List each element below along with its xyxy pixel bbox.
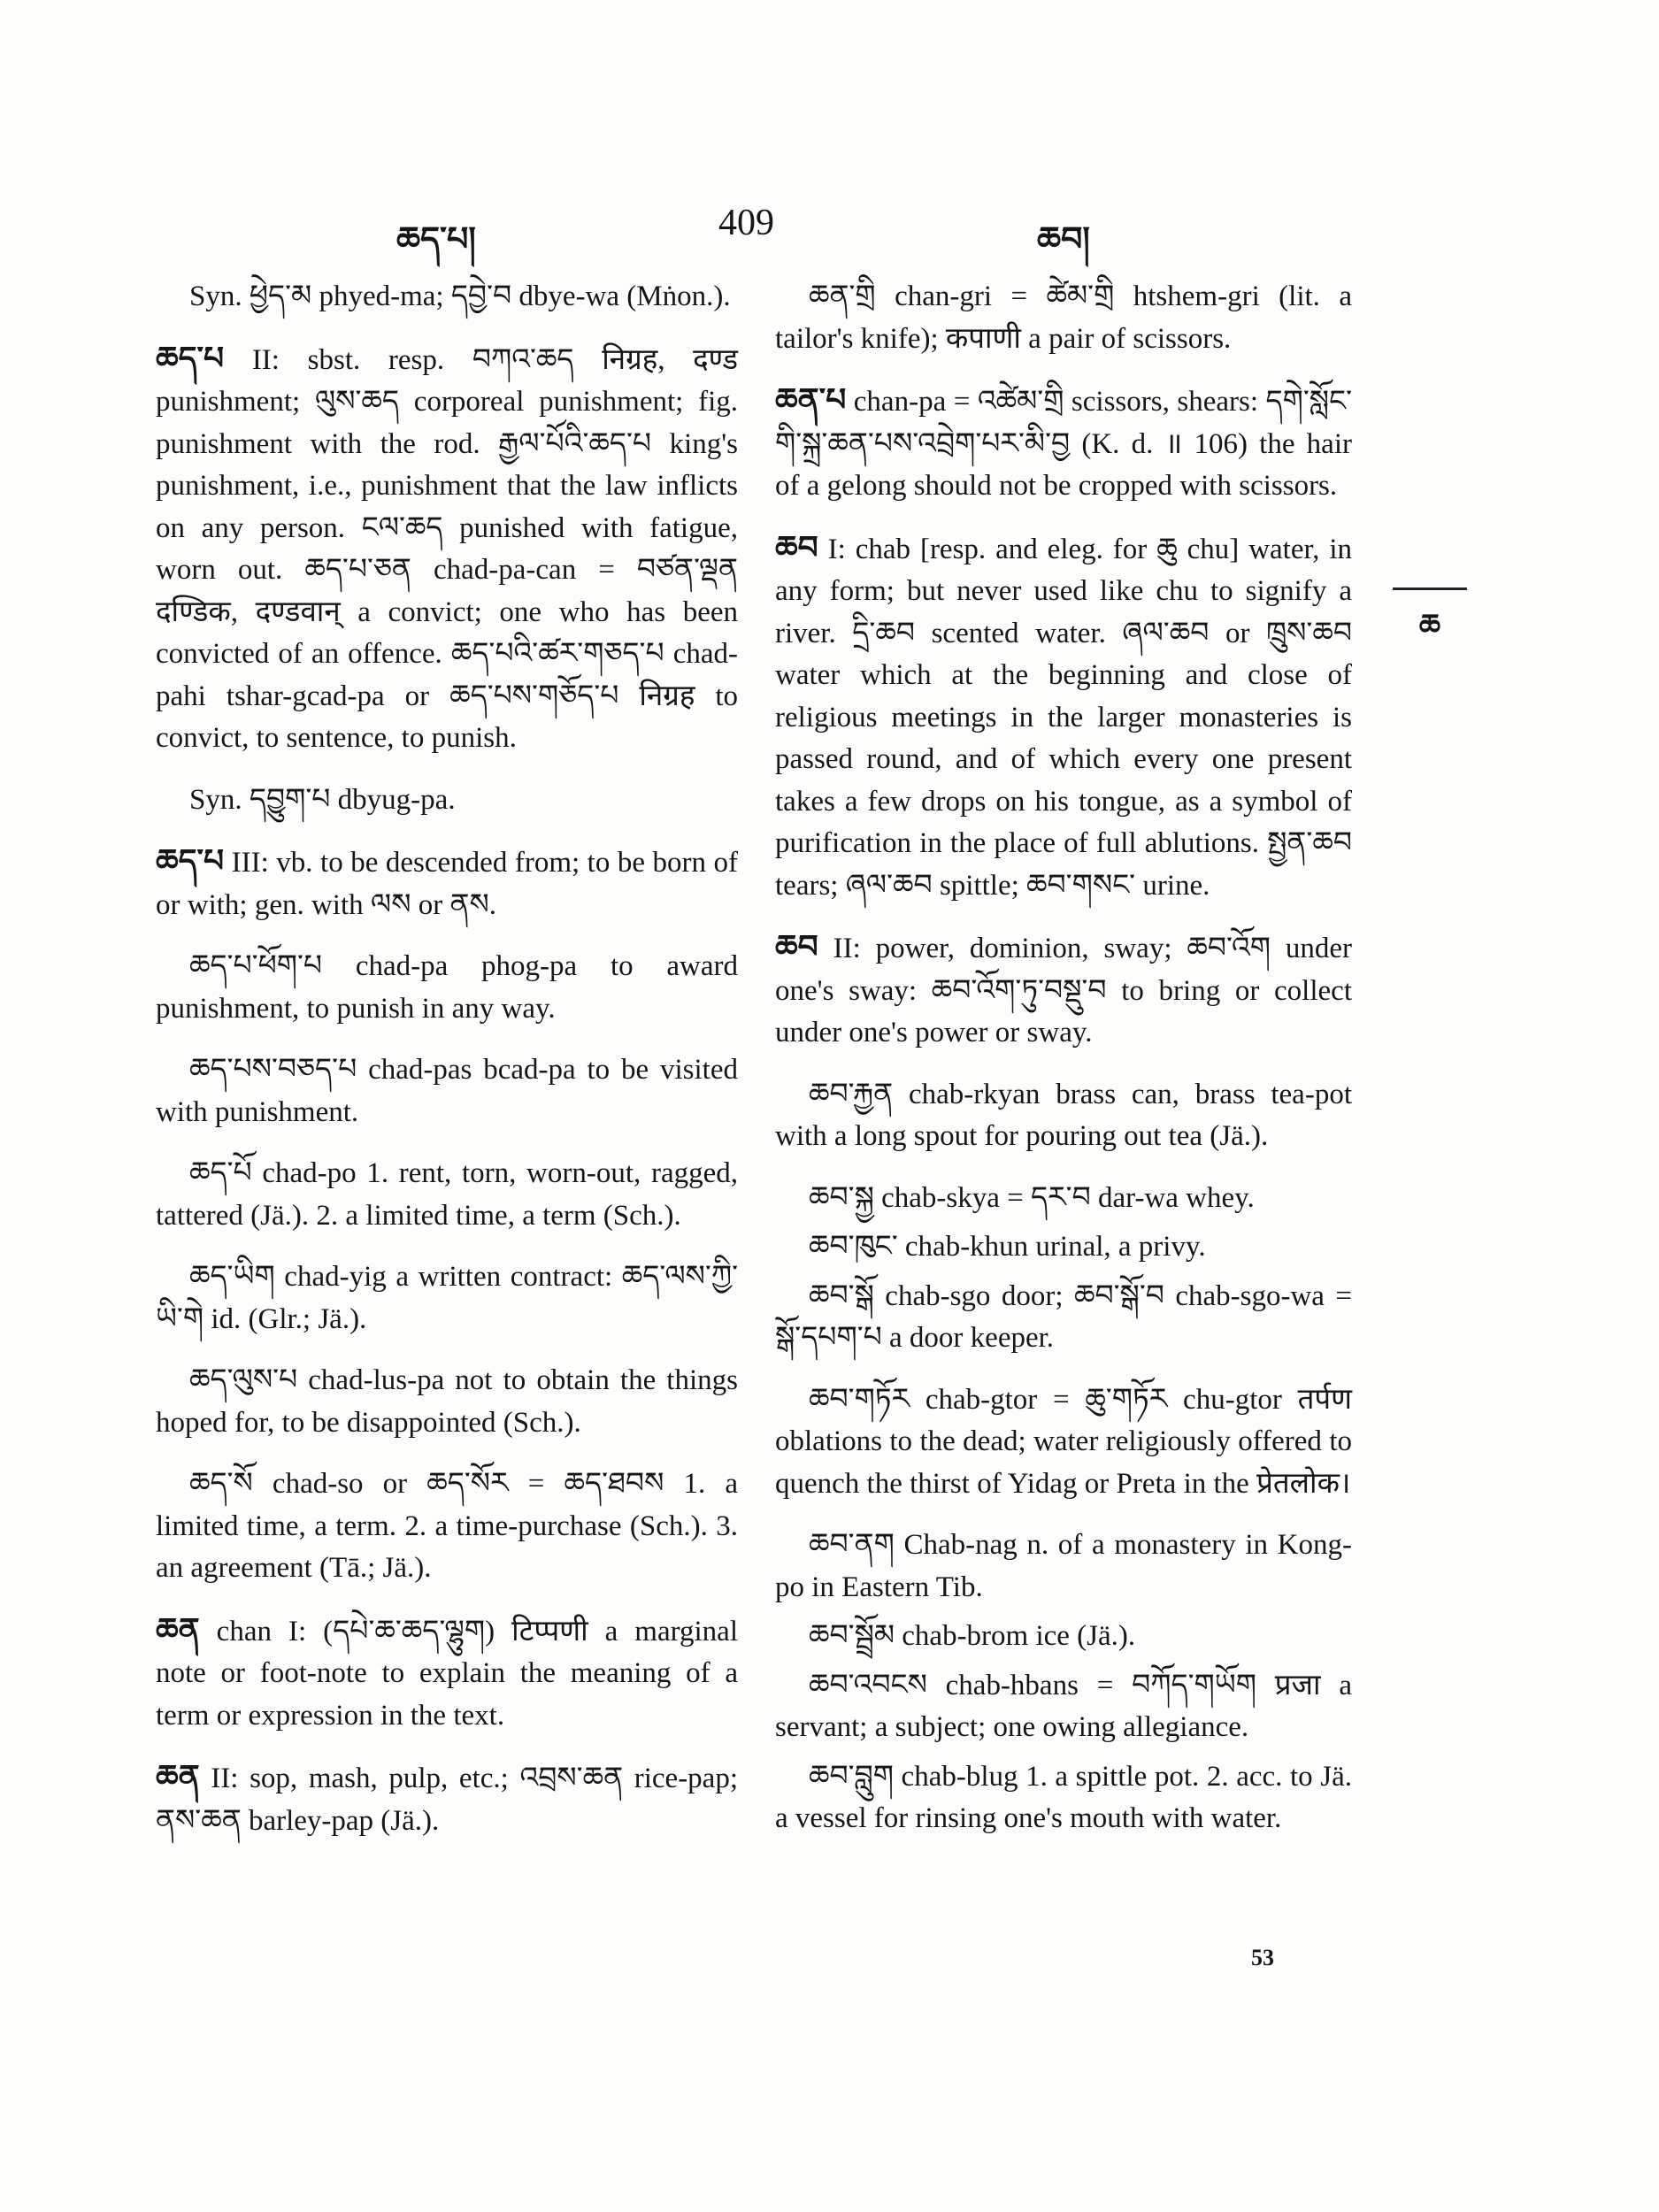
dictionary-entry [156,1049,738,1133]
entry-headword: ཆད་པ [156,340,225,377]
entry-text: ཆབ་འབངས chab-hbans = བཀོད་གཡོག प्रजा a servant; a subject; one owing allegiance. [775,1669,1352,1743]
entry-text: II: sop, mash, pulp, etc.; འབྲས་ཆན rice-pap; ནས་ཆན barley-pap (Jä.). [156,1763,738,1837]
dictionary-entry [156,780,738,822]
entry-text: ཆད་པ་ཕོག་པ chad-pa phog-pa to award punishment, to punish in any way. [156,950,738,1025]
entry-text: II: sbst. resp. བཀའ་ཆད निग्रह, दण्ड punishment; ལུས་ཆད corporeal punishment; fig. punishment with the rod. རྒྱལ་པོའི་ཆད་པ king's punishment, i.e., punishment that the law inflicts on any person. ངལ་ཆད punished with fatigue, worn out. ཆད་པ་ཅན chad-pa-can = བཙན་ལྡན दण्डिक, दण्डवान् a convict; one who has been convicted of an offence. ཆད་པའི་ཚར་གཅད་པ chad-pahi tshar-gcad-pa or ཆད་པས་གཅོད་པ निग्रह to convict, to sentence, to punish. [156,343,738,754]
entry-headword: ཆབ [775,929,818,965]
right-column [775,276,1352,1860]
dictionary-entry [156,841,738,926]
dictionary-entry [156,1463,738,1590]
dictionary-entry [156,1609,738,1738]
dictionary-entry [775,1276,1352,1360]
entry-text: ཆབ་སྒོ chab-sgo door; ཆབ་སྒོ་བ chab-sgo-wa = སྒོ་དཔག་པ a door keeper. [775,1279,1352,1354]
entry-headword: ཆབ [775,529,818,566]
thumb-index-letter: ཆ [1393,591,1467,676]
dictionary-entry [775,1525,1352,1609]
dictionary-entry [156,1360,738,1444]
dictionary-entry [775,380,1352,508]
entry-text: chan-pa = འཚེམ་གྲི scissors, shears: དགེ་སློང་གི་སྐྲ་ཆན་པས་འབྲེག་པར་མི་བྱ (K. d. ॥ 106) the hair of a gelong should not be cropped with scissors. [775,386,1352,502]
entry-text: ཆབ་ཁུང་ chab-khun urinal, a privy. [809,1231,1206,1263]
left-column [156,276,738,1862]
entry-text: Syn. དབྱུག་པ dbyug-pa. [189,783,456,816]
entry-text: II: power, dominion, sway; ཆབ་འོག under one's sway: ཆབ་འོག་ཏུ་བསྡུ་བ to bring or collect under one's power or sway. [775,933,1352,1048]
entry-text: ཆབ་རྐྱན chab-rkyan brass can, brass tea-pot with a long spout for pouring out tea (Jä.). [775,1078,1352,1152]
dictionary-entry [156,1153,738,1237]
entry-headword: ཆན [156,1759,200,1795]
entry-text: ཆབ་སྦྲོམ chab-brom ice (Jä.). [809,1620,1136,1652]
running-header [0,202,1659,258]
entry-headword: ཆན་པ [775,382,847,419]
signature-mark: 53 [1251,1945,1274,1970]
entry-text: ཆབ་ནག Chab-nag n. of a monastery in Kong-po in Eastern Tib. [775,1529,1352,1603]
dictionary-entry [775,1074,1352,1158]
entry-text: ཆད་སོ chad-so or ཆད་སོར = ཆད་ཐབས 1. a limited time, a term. 2. a time-purchase (Sch.). 3. an agreement (Tā.; Jä.). [156,1468,738,1584]
entry-text: ཆད་པོ chad-po 1. rent, torn, worn-out, ragged, tattered (Jä.). 2. a limited time, a term (Sch.). [156,1157,738,1232]
dictionary-entry [775,1616,1352,1658]
entry-text: ཆད་ལུས་པ chad-lus-pa not to obtain the things hoped for, to be disappointed (Sch.). [156,1364,738,1439]
dictionary-entry [775,1756,1352,1840]
entry-text: III: vb. to be descended from; to be born of or with; gen. with ལས or ནས. [156,847,738,921]
entry-text: ཆད་ཡིག chad-yig a written contract: ཆད་ལས་ཀྱི་ཡི་གེ id. (Glr.; Jä.). [156,1261,738,1335]
entry-text: ཆན་གྲི chan-gri = ཚེམ་གྲི htshem-gri (lit. a tailor's knife); कपाणी a pair of scissors. [775,280,1352,355]
header-right-guideword: ཆབ། [1037,219,1090,258]
dictionary-entry [156,946,738,1030]
page-number: 409 [718,203,774,243]
entry-text: ཆབ་གཏོར chab-gtor = ཆུ་གཏོར chu-gtor तर्पण oblations to the dead; water religiously offered to quench the thirst of Yidag or Preta in the प्रेतलोक। [775,1383,1352,1500]
entry-headword: ཆན [156,1611,200,1648]
dictionary-entry [775,1665,1352,1749]
entry-text: I: chab [resp. and eleg. for ཆུ chu] water, in any form; but never used like chu to signify a river. དྲི་ཆབ scented water. ཞལ་ཆབ or ཁྲུས་ཆབ water which at the beginning and close of religious meetings in the larger monasteries is passed round, and of which every one present takes a few drops on his tongue, as a symbol of purification in the place of full ablutions. སྤྱན་ཆབ tears; ཞལ་ཆབ spittle; ཆབ་གསང་ urine. [775,533,1353,902]
dictionary-entry [156,276,738,319]
header-left-guideword: ཆད་པ། [396,219,476,258]
dictionary-entry [775,1379,1352,1506]
entry-text: ཆབ་སྐྱ chab-skya = དར་བ dar-wa whey. [809,1181,1255,1214]
dictionary-entry [775,1226,1352,1269]
entry-text: ཆབ་བླུག chab-blug 1. a spittle pot. 2. acc. to Jä. a vessel for rinsing one's mouth with water. [775,1760,1352,1834]
entry-headword: ཆད་པ [156,843,225,879]
thumb-index-tab [1393,588,1467,642]
dictionary-entry [156,1256,738,1340]
entry-text: Syn. ཕྱེད་མ phyed-ma; དབྱེ་བ dbye-wa (Mṅon.). [189,280,731,312]
dictionary-entry [156,1756,738,1842]
dictionary-entry [775,276,1352,360]
dictionary-entry [775,527,1352,908]
entry-text: ཆད་པས་བཅད་པ chad-pas bcad-pa to be visited with punishment. [156,1054,738,1128]
entry-text: chan I: (དཔེ་ཆ་ཆད་ལྷུག) टिप्पणी a marginal note or foot-note to explain the meaning of a term or expression in the text. [156,1615,739,1732]
dictionary-entry [156,338,738,760]
dictionary-entry [775,1178,1352,1220]
dictionary-entry [775,926,1352,1055]
